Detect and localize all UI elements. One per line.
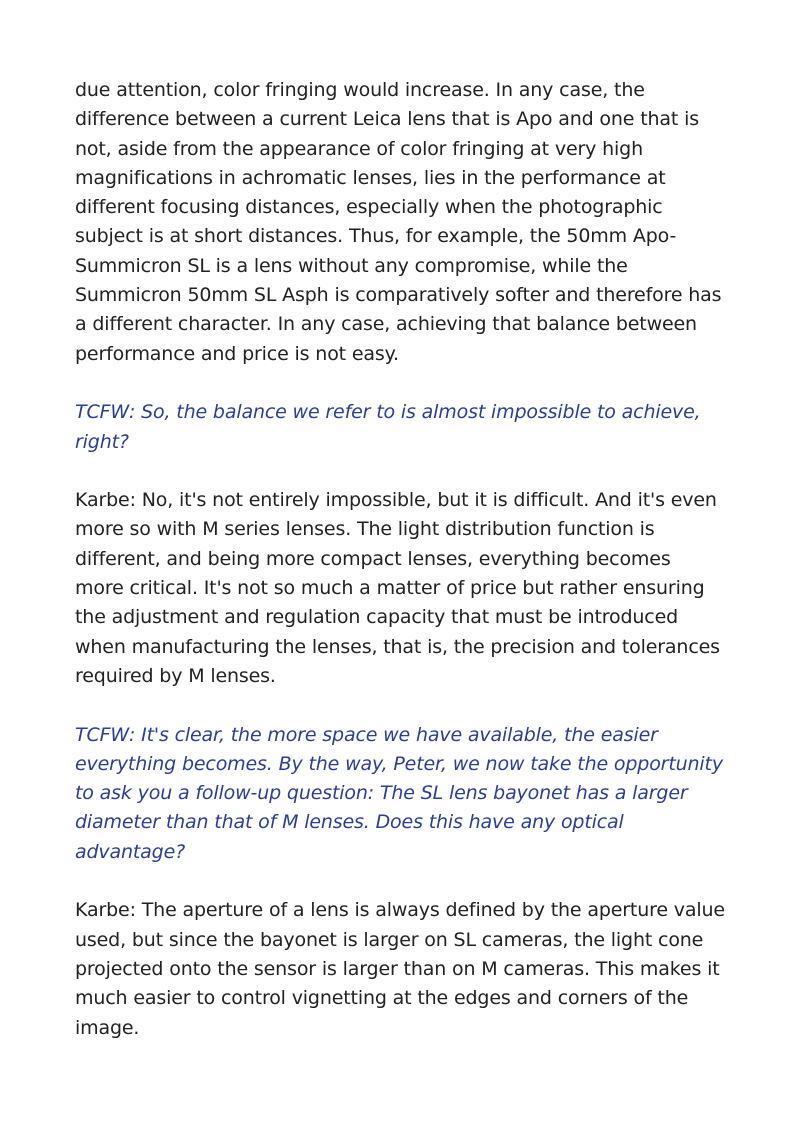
answer-paragraph-m-lenses-difficulty: Karbe: No, it's not entirely impossible, but it is difficult. And it's even more so with M series lenses. The light distribution function is different, and being more compact lenses, everything becomes more critical. It's not so much a matter of price but rather ensuring the adjustment and regulation capacity that must be introduced when manufacturing the lenses, that is, the precision and tolerances required by M lenses. xyxy=(75,489,720,687)
question-paragraph-balance: TCFW: So, the balance we refer to is almost impossible to achieve, right? xyxy=(75,401,701,453)
interview-body xyxy=(75,76,725,1072)
answer-paragraph-apo-vs-non-apo: due attention, color fringing would increase. In any case, the difference between a current Leica lens that is Apo and one that is not, aside from the appearance of color fringing at very high magnifications in achromatic lenses, lies in the performance at different focusing distances, especially when the photographic subject is at short distances. Thus, for example, the 50mm Apo-Summicron SL is a lens without any compromise, while the Summicron 50mm SL Asph is comparatively softer and therefore has a different character. In any case, achieving that balance between performance and price is not easy. xyxy=(75,79,722,365)
question-paragraph-bayonet-diameter: TCFW: It's clear, the more space we have available, the easier everything becomes. By the way, Peter, we now take the opportunity to ask you a follow-up question: The SL lens bayonet has a larger diameter than that of M lenses. Does this have any optical advantage? xyxy=(75,723,723,863)
answer-paragraph-vignetting: Karbe: The aperture of a lens is always defined by the aperture value used, but since the bayonet is larger on SL cameras, the light cone projected onto the sensor is larger than on M cameras. This makes it much easier to control vignetting at the edges and corners of the image. xyxy=(75,899,725,1039)
